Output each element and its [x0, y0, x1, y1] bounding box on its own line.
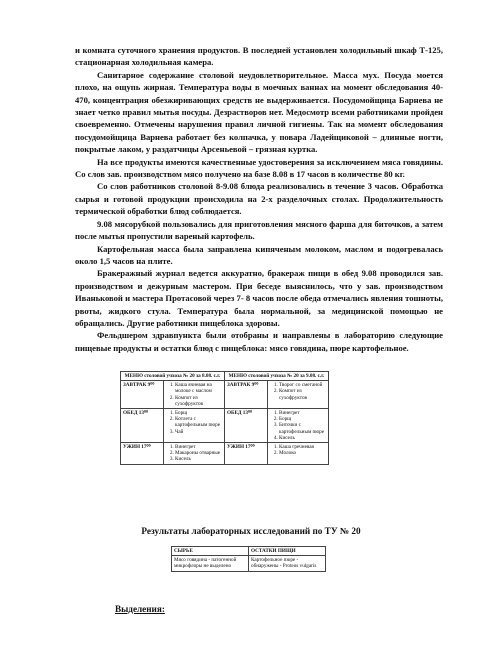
menu-dish: 2. Молоко	[279, 450, 326, 456]
menu-meal: ЗАВТРАК 9⁰⁰	[225, 381, 268, 409]
lab-results-title: Результаты лабораторных исследований по ТУ № 20	[141, 526, 361, 536]
menu-dish: 3. Биточки с картофельным пюре	[279, 422, 326, 434]
menu-dish: 2. Компот из сухофруктов	[279, 388, 326, 400]
menu-dishes	[268, 409, 329, 443]
menu-row-dinner	[121, 443, 329, 465]
paragraph-3: На все продукты имеются качественные удостоверения за исключением мяса говядины. Со слов зав. производством мясо получено на базе 8.08 в 17 часов в количестве 80 кг.	[75, 156, 443, 180]
menu-dish: 2. Компот из сухофруктов	[175, 395, 222, 407]
menu-dish: 4. Кисель	[279, 435, 326, 441]
document-body	[75, 44, 443, 354]
menu-dish: 1. Винегрет	[279, 410, 326, 416]
menu-header-right: МЕНЮ столовой учхоза № 20 за 9.08. с.г.	[225, 372, 329, 381]
section-label-excretions: Выделения:	[115, 604, 165, 614]
menu-dishes	[268, 381, 329, 409]
menu-dish: 2. Котлета с картофельным пюре	[175, 416, 222, 428]
lab-header-raw: СЫРЬЕ	[172, 547, 249, 556]
menu-dish: 1. Винегрет	[175, 444, 222, 450]
menu-dish: 1. Каша гречневая	[279, 444, 326, 450]
menu-dish: 1. Каша ячневая на молоке с маслом	[175, 382, 222, 394]
menu-dish: 3. Чай	[175, 429, 222, 435]
paragraph-7: Бракеражный журнал ведется аккуратно, бракераж пищи в обед 9.08 проводился зав. производством и дежурным мастером. При беседе выяснилось, что у зав. производством Иваньковой и мастера Протасовой через 7- 8 часов после обеда отмечались явления тошноты, рвоты, жидкого стула. Температура была нормальной, за медицинской помощью не обращались. Другие работники пищеблока здоровы.	[75, 268, 443, 328]
menu-meal: ОБЕД 13⁰⁰	[121, 409, 164, 443]
menu-meal: УЖИН 17⁰⁰	[225, 443, 268, 465]
lab-header-leftovers: ОСТАТКИ ПИЩИ	[249, 547, 326, 556]
paragraph-1: и комната суточного хранения продуктов. В последней установлен холодильный шкаф Т-125, стационарная холодильная камера.	[75, 45, 443, 68]
menu-dish: 3. Кисель	[175, 456, 222, 462]
menu-dishes	[164, 409, 225, 443]
lab-cell-raw: Мясо говядина - патогенной микрофлоры не выделено	[172, 556, 249, 571]
paragraph-2: Санитарное содержание столовой неудовлетворительное. Масса мух. Посуда моется плохо, на ощупь жирная. Температура воды в моечных ваннах на момент обследования 40-470, концентрация обезжиривающих средств не выдерживается. Посудомойщица Барнева не знает четко правил мытья посуды. Дезрастворов нет. Медосмотр всеми работниками пройден своевременно. Отмечены нарушения правил личной гигиены. Так на момент обследования посудомойщица Варнева работает без колпачка, у повара Ладейщиковой – длинные ногти, покрытые лаком, у раздатчицы Арсеньевой – грязная куртка.	[75, 69, 443, 155]
lab-row	[172, 556, 326, 571]
paragraph-6: Картофельная масса была заправлена кипяченым молоком, маслом и подогревалась около 1,5 часов на плите.	[75, 243, 443, 266]
menu-dish: 1. Творог со сметаной	[279, 382, 326, 388]
menu-dish: 2. Борщ	[279, 416, 326, 422]
menu-row-breakfast	[121, 381, 329, 409]
menu-row-lunch	[121, 409, 329, 443]
menu-dish: 1. Борщ	[175, 410, 222, 416]
paragraph-5: 9.08 мясорубкой пользовались для приготовления мясного фарша для биточков, а затем после мытья пропустили вареный картофель.	[75, 218, 443, 242]
menu-meal: ЗАВТРАК 9⁰⁰	[121, 381, 164, 409]
menu-dishes	[164, 443, 225, 465]
menu-dishes	[268, 443, 329, 465]
paragraph-8: Фельдшером здравпункта были отобраны и направлены в лабораторию следующие пищевые продукты и остатки блюд с пищеблока: мясо говядина, пюре картофельное.	[75, 330, 443, 353]
menu-dish: 2. Макароны отварные	[175, 450, 222, 456]
menu-meal: УЖИН 17⁰⁰	[121, 443, 164, 465]
paragraph-4: Со слов работников столовой 8-9.08 блюда реализовались в течение 3 часов. Обработка сырья и готовой продукции происходила на 2-х разделочных столах. Продолжительность термической обработки блюд соблюдается.	[75, 181, 443, 217]
menu-header-left: МЕНЮ столовой учхоза № 20 за 8.08. с.г.	[121, 372, 225, 381]
menu-table	[120, 371, 329, 465]
lab-cell-leftovers: Картофельное пюре - обнаружены - Proteus vulgaris	[249, 556, 326, 571]
menu-dishes	[164, 381, 225, 409]
lab-results-table	[171, 546, 326, 572]
menu-meal: ОБЕД 13⁰⁰	[225, 409, 268, 443]
